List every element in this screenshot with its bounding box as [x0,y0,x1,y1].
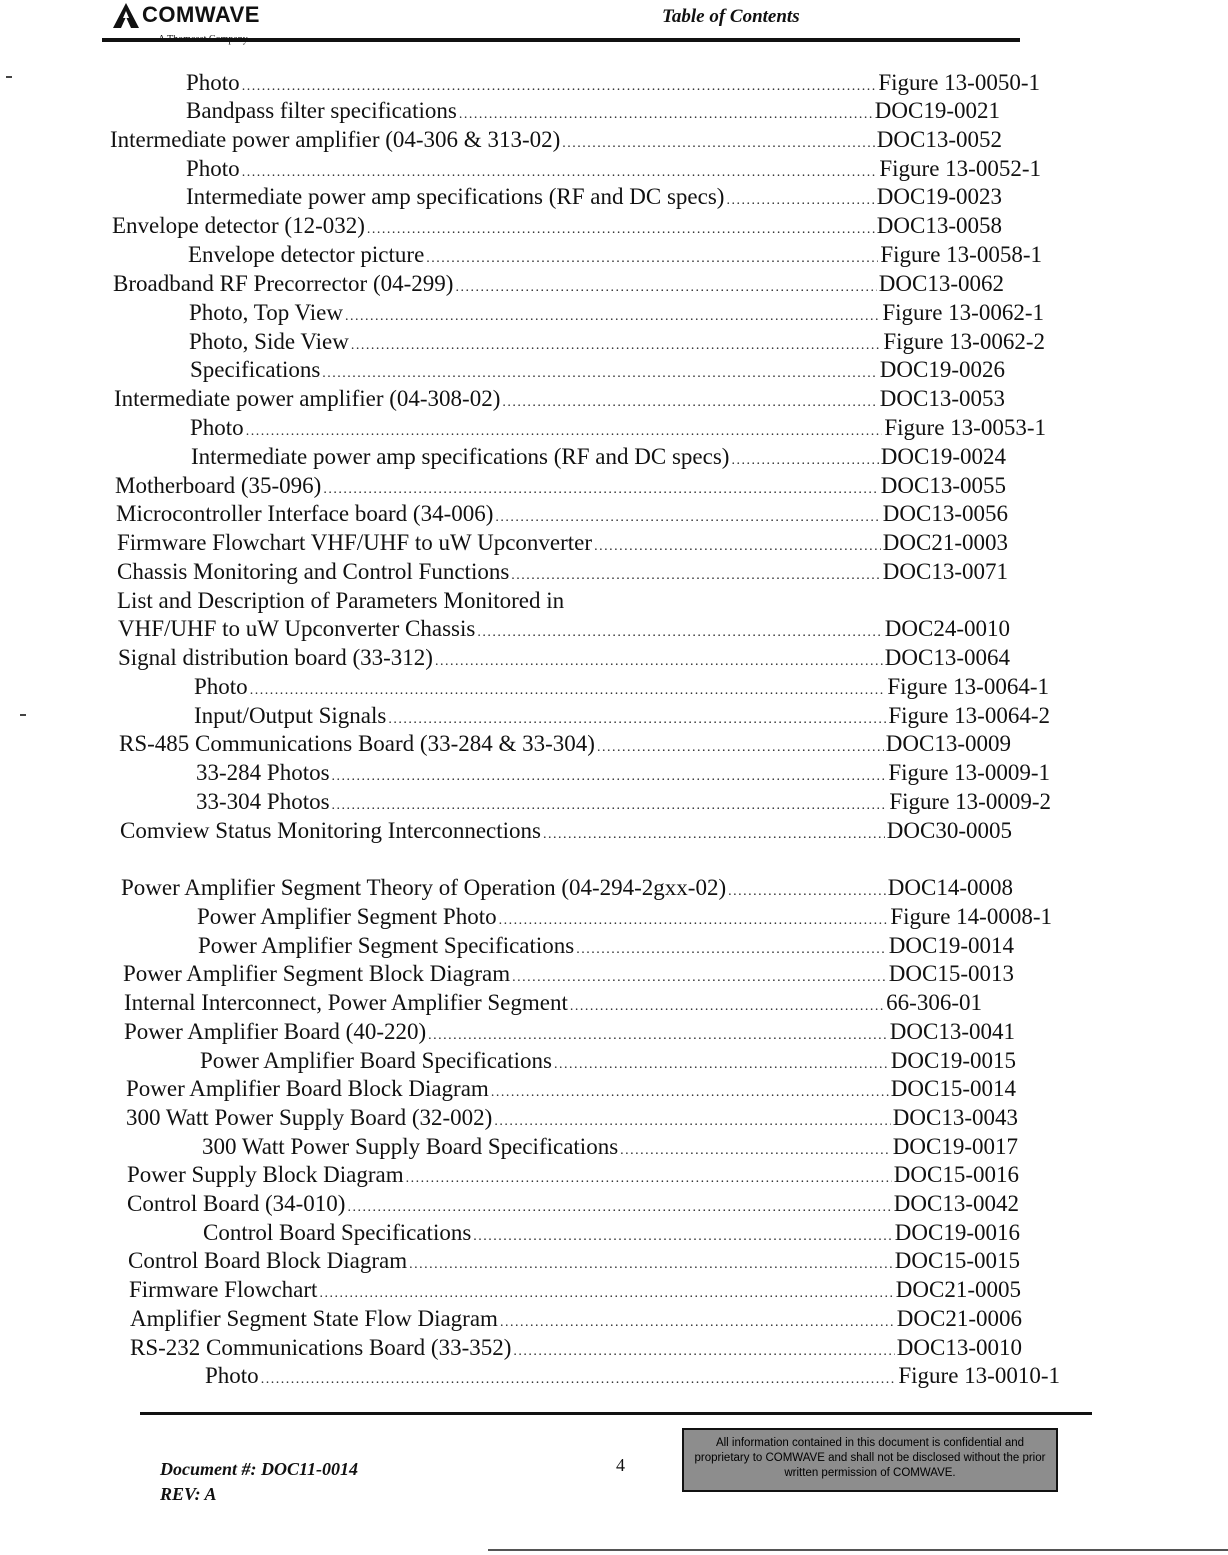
dot-leader [511,568,880,584]
toc-entry [194,703,1050,731]
toc-entry-title: Photo, Side View [189,329,349,354]
toc-entry [197,904,1052,932]
toc-entry-ref: DOC15-0013 [888,961,1014,986]
dot-leader [597,740,884,756]
toc-entry-ref: Figure 13-0010-1 [898,1363,1060,1388]
toc-entry [203,1220,1020,1248]
toc-entry-ref: DOC13-0056 [882,501,1008,526]
toc-entry [117,588,564,616]
toc-entry-title: Photo [205,1363,259,1388]
dot-leader [323,482,878,498]
toc-entry-title: Chassis Monitoring and Control Functions [117,559,510,584]
dot-leader [494,1114,890,1130]
dot-leader [459,107,873,123]
toc-entry [186,98,1000,126]
toc-entry-ref: DOC13-0053 [879,386,1005,411]
toc-entry-ref: DOC15-0015 [894,1248,1020,1273]
toc-entry-title: Comview Status Monitoring Interconnections [120,818,541,843]
toc-entry-title: Power Amplifier Segment Theory of Operation (04-294-2gxx-02) [121,875,727,900]
dot-leader [576,942,887,958]
toc-entry [205,1363,1060,1391]
toc-entry [119,731,1011,759]
toc-entry-ref: DOC15-0014 [890,1076,1016,1101]
toc-entry-ref: Figure 13-0053-1 [884,415,1046,440]
toc-entry [117,530,1008,558]
toc-entry [129,1277,1021,1305]
toc-entry-title: Signal distribution board (33-312) [118,645,433,670]
dot-leader [594,539,881,555]
toc-entry-title: Power Amplifier Segment Specifications [198,933,575,958]
dot-leader [332,798,888,814]
toc-entry-ref: DOC15-0016 [893,1162,1019,1187]
toc-entry-ref: Figure 13-0064-1 [887,674,1049,699]
toc-entry [189,329,1045,357]
company-name: COMWAVE [142,2,260,27]
toc-entry-ref: DOC13-0009 [885,731,1011,756]
toc-entry-ref: Figure 13-0064-2 [888,703,1050,728]
toc-entry [202,1134,1018,1162]
toc-entry [191,444,1006,472]
revision: REV: A [160,1484,217,1504]
toc-entry-title: Control Board (34-010) [127,1191,346,1216]
toc-entry [196,789,1051,817]
page-header [0,0,1228,60]
toc-entry-title: Specifications [190,357,321,382]
dot-leader [499,913,889,929]
toc-entry [113,271,1004,299]
dot-leader [543,827,885,843]
toc-entry-title: VHF/UHF to uW Upconverter Chassis [118,616,476,641]
toc-entry [112,213,1002,241]
dot-leader [435,654,883,670]
toc-entry [200,1048,1016,1076]
dot-leader [242,165,878,181]
page-number: 4 [616,1455,625,1475]
toc-entry-title: Photo [194,674,248,699]
toc-entry-title: Power Amplifier Board (40-220) [124,1019,427,1044]
toc-entry-title: Broadband RF Precorrector (04-299) [113,271,454,296]
toc-entry-ref: DOC21-0003 [882,530,1008,555]
dot-leader [620,1143,891,1159]
toc-entry-title: List and Description of Parameters Monitored in [117,588,565,613]
toc-entry-ref: DOC13-0010 [896,1335,1022,1360]
toc-entry-ref: DOC19-0024 [880,444,1006,469]
toc-entry-title: Intermediate power amp specifications (RF and DC specs) [186,184,725,209]
toc-entry-title: Amplifier Segment State Flow Diagram [130,1306,498,1331]
toc-entry-title: Intermediate power amplifier (04-306 & 313-02) [110,127,561,152]
dot-leader [426,251,878,267]
toc-entry-title: Internal Interconnect, Power Amplifier Segment [124,990,568,1015]
dot-leader [455,280,876,296]
dot-leader [345,309,880,325]
toc-entry-ref: DOC13-0052 [876,127,1002,152]
comwave-logo-icon [112,2,140,30]
dot-leader [351,338,882,354]
toc-entry-title: Control Board Specifications [203,1220,472,1245]
dot-leader [261,1372,897,1388]
toc-entry [124,1019,1015,1047]
toc-entry-ref: DOC13-0062 [878,271,1004,296]
toc-entry [190,415,1046,443]
toc-entry-ref: DOC19-0016 [894,1220,1020,1245]
toc-entry-title: Motherboard (35-096) [115,473,322,498]
toc-entry-title: Power Supply Block Diagram [127,1162,404,1187]
section-title: Table of Contents [662,6,800,27]
toc-entry-ref: DOC19-0021 [874,98,1000,123]
toc-entry-title: Envelope detector (12-032) [112,213,365,238]
dot-leader [246,424,883,440]
toc-entry [124,990,982,1018]
toc-entry-title: Photo, Top View [189,300,343,325]
toc-entry [194,674,1049,702]
toc-entry [118,645,1010,673]
dot-leader [513,1344,894,1360]
toc-entry [127,1191,1019,1219]
toc-entry-title: RS-485 Communications Board (33-284 & 33-304) [119,731,595,756]
toc-entry-title: Firmware Flowchart VHF/UHF to uW Upconverter [117,530,593,555]
document-number: Document #: DOC11-0014 [160,1459,358,1479]
toc-entry [118,616,1010,644]
toc-entry-ref: DOC30-0005 [886,818,1012,843]
toc-entry-ref: DOC13-0071 [882,559,1008,584]
toc-entry-ref: 66-306-01 [886,990,982,1015]
scan-speck [6,76,12,78]
scan-speck [20,714,26,716]
dot-leader [388,712,886,728]
toc-entry [121,875,1013,903]
toc-entry-ref: DOC14-0008 [887,875,1013,900]
dot-leader [726,193,874,209]
company-logo [112,0,312,50]
toc-entry [186,156,1041,184]
dot-leader [502,395,877,411]
toc-entry-title: Power Amplifier Segment Block Diagram [123,961,511,986]
toc-entry-ref: DOC19-0023 [876,184,1002,209]
toc-entry-title: Bandpass filter specifications [186,98,457,123]
toc-entry-ref: DOC19-0026 [879,357,1005,382]
toc-entry-title: 33-304 Photos [196,789,330,814]
toc-entry-ref: DOC19-0015 [890,1048,1016,1073]
toc-entry-title: Control Board Block Diagram [128,1248,408,1273]
toc-entry-ref: DOC21-0006 [896,1306,1022,1331]
toc-entry [196,760,1050,788]
toc-entry-title: Envelope detector picture [188,242,425,267]
dot-leader [512,970,887,986]
toc-entry-ref: DOC13-0043 [892,1105,1018,1130]
dot-leader [731,453,878,469]
toc-entry-title: Input/Output Signals [194,703,387,728]
toc-entry-ref: DOC19-0017 [892,1134,1018,1159]
dot-leader [428,1028,888,1044]
toc-entry-title: RS-232 Communications Board (33-352) [130,1335,512,1360]
dot-leader [332,769,887,785]
toc-entry [117,559,1008,587]
toc-entry-ref: Figure 13-0062-1 [882,300,1044,325]
toc-entry-title: 33-284 Photos [196,760,330,785]
dot-leader [319,1286,893,1302]
dot-leader [554,1057,889,1073]
toc-entry [110,127,1002,155]
toc-entry-ref: Figure 13-0050-1 [878,70,1040,95]
toc-entry [120,818,1012,846]
toc-entry-ref: Figure 13-0058-1 [880,242,1042,267]
toc-entry-ref: Figure 14-0008-1 [890,904,1052,929]
toc-entry-ref: Figure 13-0009-2 [889,789,1051,814]
toc-entry-ref: Figure 13-0062-2 [883,329,1045,354]
dot-leader [728,884,886,900]
toc-entry-ref: DOC13-0041 [889,1019,1015,1044]
dot-leader [367,222,875,238]
dot-leader [473,1229,892,1245]
toc-entry [186,184,1002,212]
confidentiality-notice: All information contained in this document is confidential and proprietary to COMWAVE and shall not be disclosed without the prior written permission of COMWAVE. [682,1428,1058,1492]
toc-entry-title: Photo [186,70,240,95]
toc-entry-ref: DOC13-0058 [876,213,1002,238]
toc-entry [127,1162,1019,1190]
toc-entry [123,961,1014,989]
toc-entry [126,1076,1016,1104]
toc-entry-ref: DOC13-0064 [884,645,1010,670]
toc-entry-title: Photo [186,156,240,181]
toc-entry-title: 300 Watt Power Supply Board Specifications [202,1134,619,1159]
dot-leader [406,1171,892,1187]
toc-entry-ref: DOC19-0014 [888,933,1014,958]
toc-entry-title: 300 Watt Power Supply Board (32-002) [126,1105,493,1130]
toc-entry [198,933,1014,961]
dot-leader [322,366,877,382]
toc-entry-title: Intermediate power amplifier (04-308-02) [114,386,501,411]
toc-entry [130,1335,1022,1363]
toc-entry [115,473,1006,501]
toc-entry [114,386,1005,414]
toc-entry-title: Firmware Flowchart [129,1277,318,1302]
toc-entry [186,70,1040,98]
toc-entry [189,300,1044,328]
footer-divider [140,1412,1092,1415]
toc-entry-ref: Figure 13-0009-1 [888,760,1050,785]
toc-entry-ref: DOC13-0042 [893,1191,1019,1216]
toc-entry-title: Power Amplifier Board Specifications [200,1048,552,1073]
toc-entry [128,1248,1020,1276]
toc-entry [190,357,1005,385]
toc-entry-ref: DOC24-0010 [884,616,1010,641]
toc-entry-ref: DOC21-0005 [895,1277,1021,1302]
toc-entry [188,242,1042,270]
document-info [160,1457,358,1507]
dot-leader [477,625,882,641]
toc-entry [130,1306,1022,1334]
scan-edge-line [488,1549,1228,1551]
dot-leader [562,136,875,152]
toc-entry [116,501,1008,529]
toc-entry [126,1105,1018,1133]
toc-entry-ref: Figure 13-0052-1 [879,156,1041,181]
toc-entry-title: Intermediate power amp specifications (RF and DC specs) [191,444,730,469]
header-divider [102,38,1020,42]
dot-leader [250,683,886,699]
dot-leader [570,999,884,1015]
dot-leader [495,510,880,526]
toc-entry-title: Power Amplifier Board Block Diagram [126,1076,489,1101]
dot-leader [500,1315,895,1331]
dot-leader [409,1257,893,1273]
toc-entry-title: Photo [190,415,244,440]
toc-entry-title: Power Amplifier Segment Photo [197,904,497,929]
toc-entry-ref: DOC13-0055 [880,473,1006,498]
dot-leader [491,1085,889,1101]
dot-leader [242,79,877,95]
toc-entry-title: Microcontroller Interface board (34-006) [116,501,494,526]
dot-leader [347,1200,891,1216]
